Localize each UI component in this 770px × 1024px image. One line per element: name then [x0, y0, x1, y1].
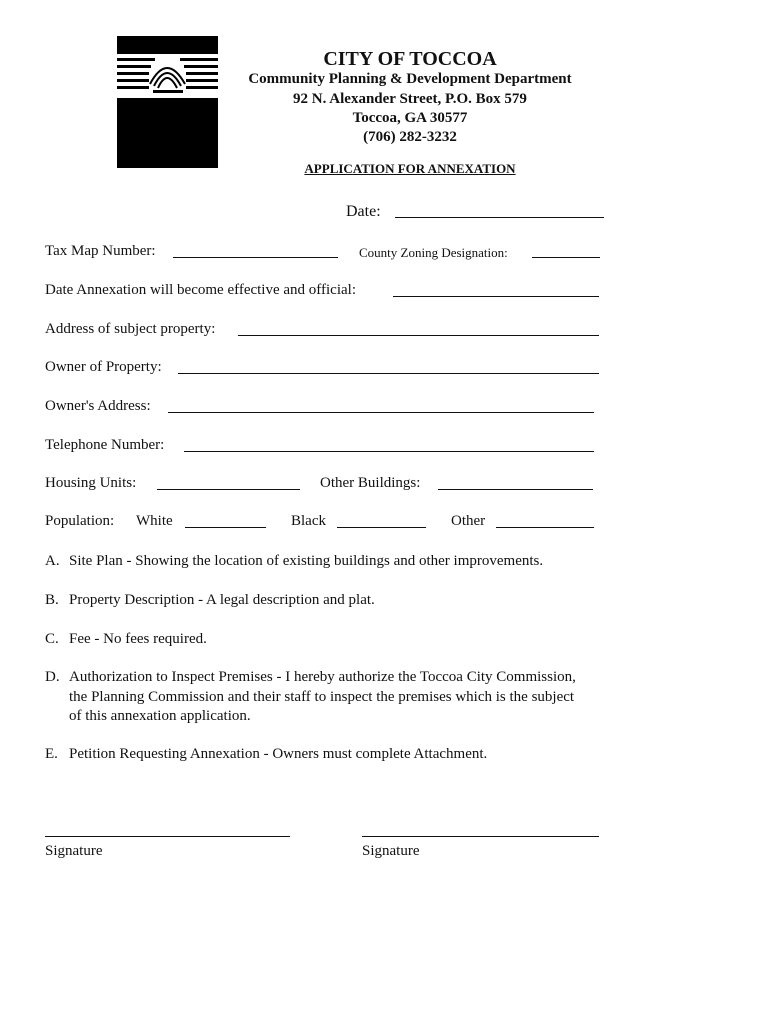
requirement-item	[45, 552, 605, 572]
requirement-item	[45, 668, 605, 727]
housing-units-label: Housing Units:	[45, 475, 137, 491]
housing-units-field[interactable]	[157, 489, 300, 490]
requirement-text: Petition Requesting Annexation - Owners must complete Attachment.	[69, 746, 488, 762]
county-zoning-field[interactable]	[532, 257, 600, 258]
street-address: 92 N. Alexander Street, P.O. Box 579	[293, 91, 527, 107]
black-label: Black	[291, 513, 326, 529]
requirement-letter: A.	[45, 553, 60, 569]
requirement-item	[45, 745, 605, 765]
telephone-label: Telephone Number:	[45, 437, 165, 453]
other-population-label: Other	[451, 513, 486, 529]
form-title-text: APPLICATION FOR ANNEXATION	[304, 161, 516, 176]
form-title	[230, 161, 590, 177]
telephone-field[interactable]	[184, 451, 594, 452]
city-logo-icon	[117, 36, 218, 168]
signature-line-left[interactable]	[45, 836, 290, 837]
requirement-item	[45, 591, 605, 611]
property-address-label: Address of subject property:	[45, 321, 216, 337]
population-label: Population:	[45, 513, 115, 529]
effective-date-label: Date Annexation will become effective and official:	[45, 282, 356, 298]
property-address-field[interactable]	[238, 335, 599, 336]
department-name: Community Planning & Development Department	[248, 71, 572, 87]
requirement-letter: D.	[45, 669, 60, 685]
requirement-letter: E.	[45, 746, 58, 762]
owner-address-label: Owner's Address:	[45, 398, 151, 414]
effective-date-field[interactable]	[393, 296, 599, 297]
owner-address-field[interactable]	[168, 412, 594, 413]
requirement-text: Fee - No fees required.	[69, 631, 207, 647]
other-buildings-field[interactable]	[438, 489, 593, 490]
city-state-zip: Toccoa, GA 30577	[352, 110, 468, 126]
owner-field[interactable]	[178, 373, 599, 374]
white-label: White	[136, 513, 173, 529]
requirement-item	[45, 630, 605, 650]
other-population-field[interactable]	[496, 527, 594, 528]
signature-label-left: Signature	[45, 843, 103, 859]
white-population-field[interactable]	[185, 527, 266, 528]
phone-number: (706) 282-3232	[363, 129, 457, 145]
city-title: CITY OF TOCCOA	[323, 48, 497, 70]
requirement-text: Authorization to Inspect Premises - I hereby authorize the Toccoa City Commission, the Planning Commission and their staff to inspect the premises which is the subject of this annexation application.	[69, 669, 576, 724]
requirement-text: Site Plan - Showing the location of existing buildings and other improvements.	[69, 553, 544, 569]
county-zoning-label: County Zoning Designation:	[359, 245, 508, 260]
black-population-field[interactable]	[337, 527, 426, 528]
date-field[interactable]	[395, 217, 604, 218]
tax-map-field[interactable]	[173, 257, 338, 258]
signature-line-right[interactable]	[362, 836, 599, 837]
tax-map-label: Tax Map Number:	[45, 243, 156, 259]
owner-label: Owner of Property:	[45, 359, 162, 375]
requirement-text: Property Description - A legal description and plat.	[69, 592, 375, 608]
requirement-letter: C.	[45, 631, 59, 647]
signature-label-right: Signature	[362, 843, 420, 859]
other-buildings-label: Other Buildings:	[320, 475, 421, 491]
date-label: Date:	[346, 203, 381, 220]
requirement-letter: B.	[45, 592, 59, 608]
